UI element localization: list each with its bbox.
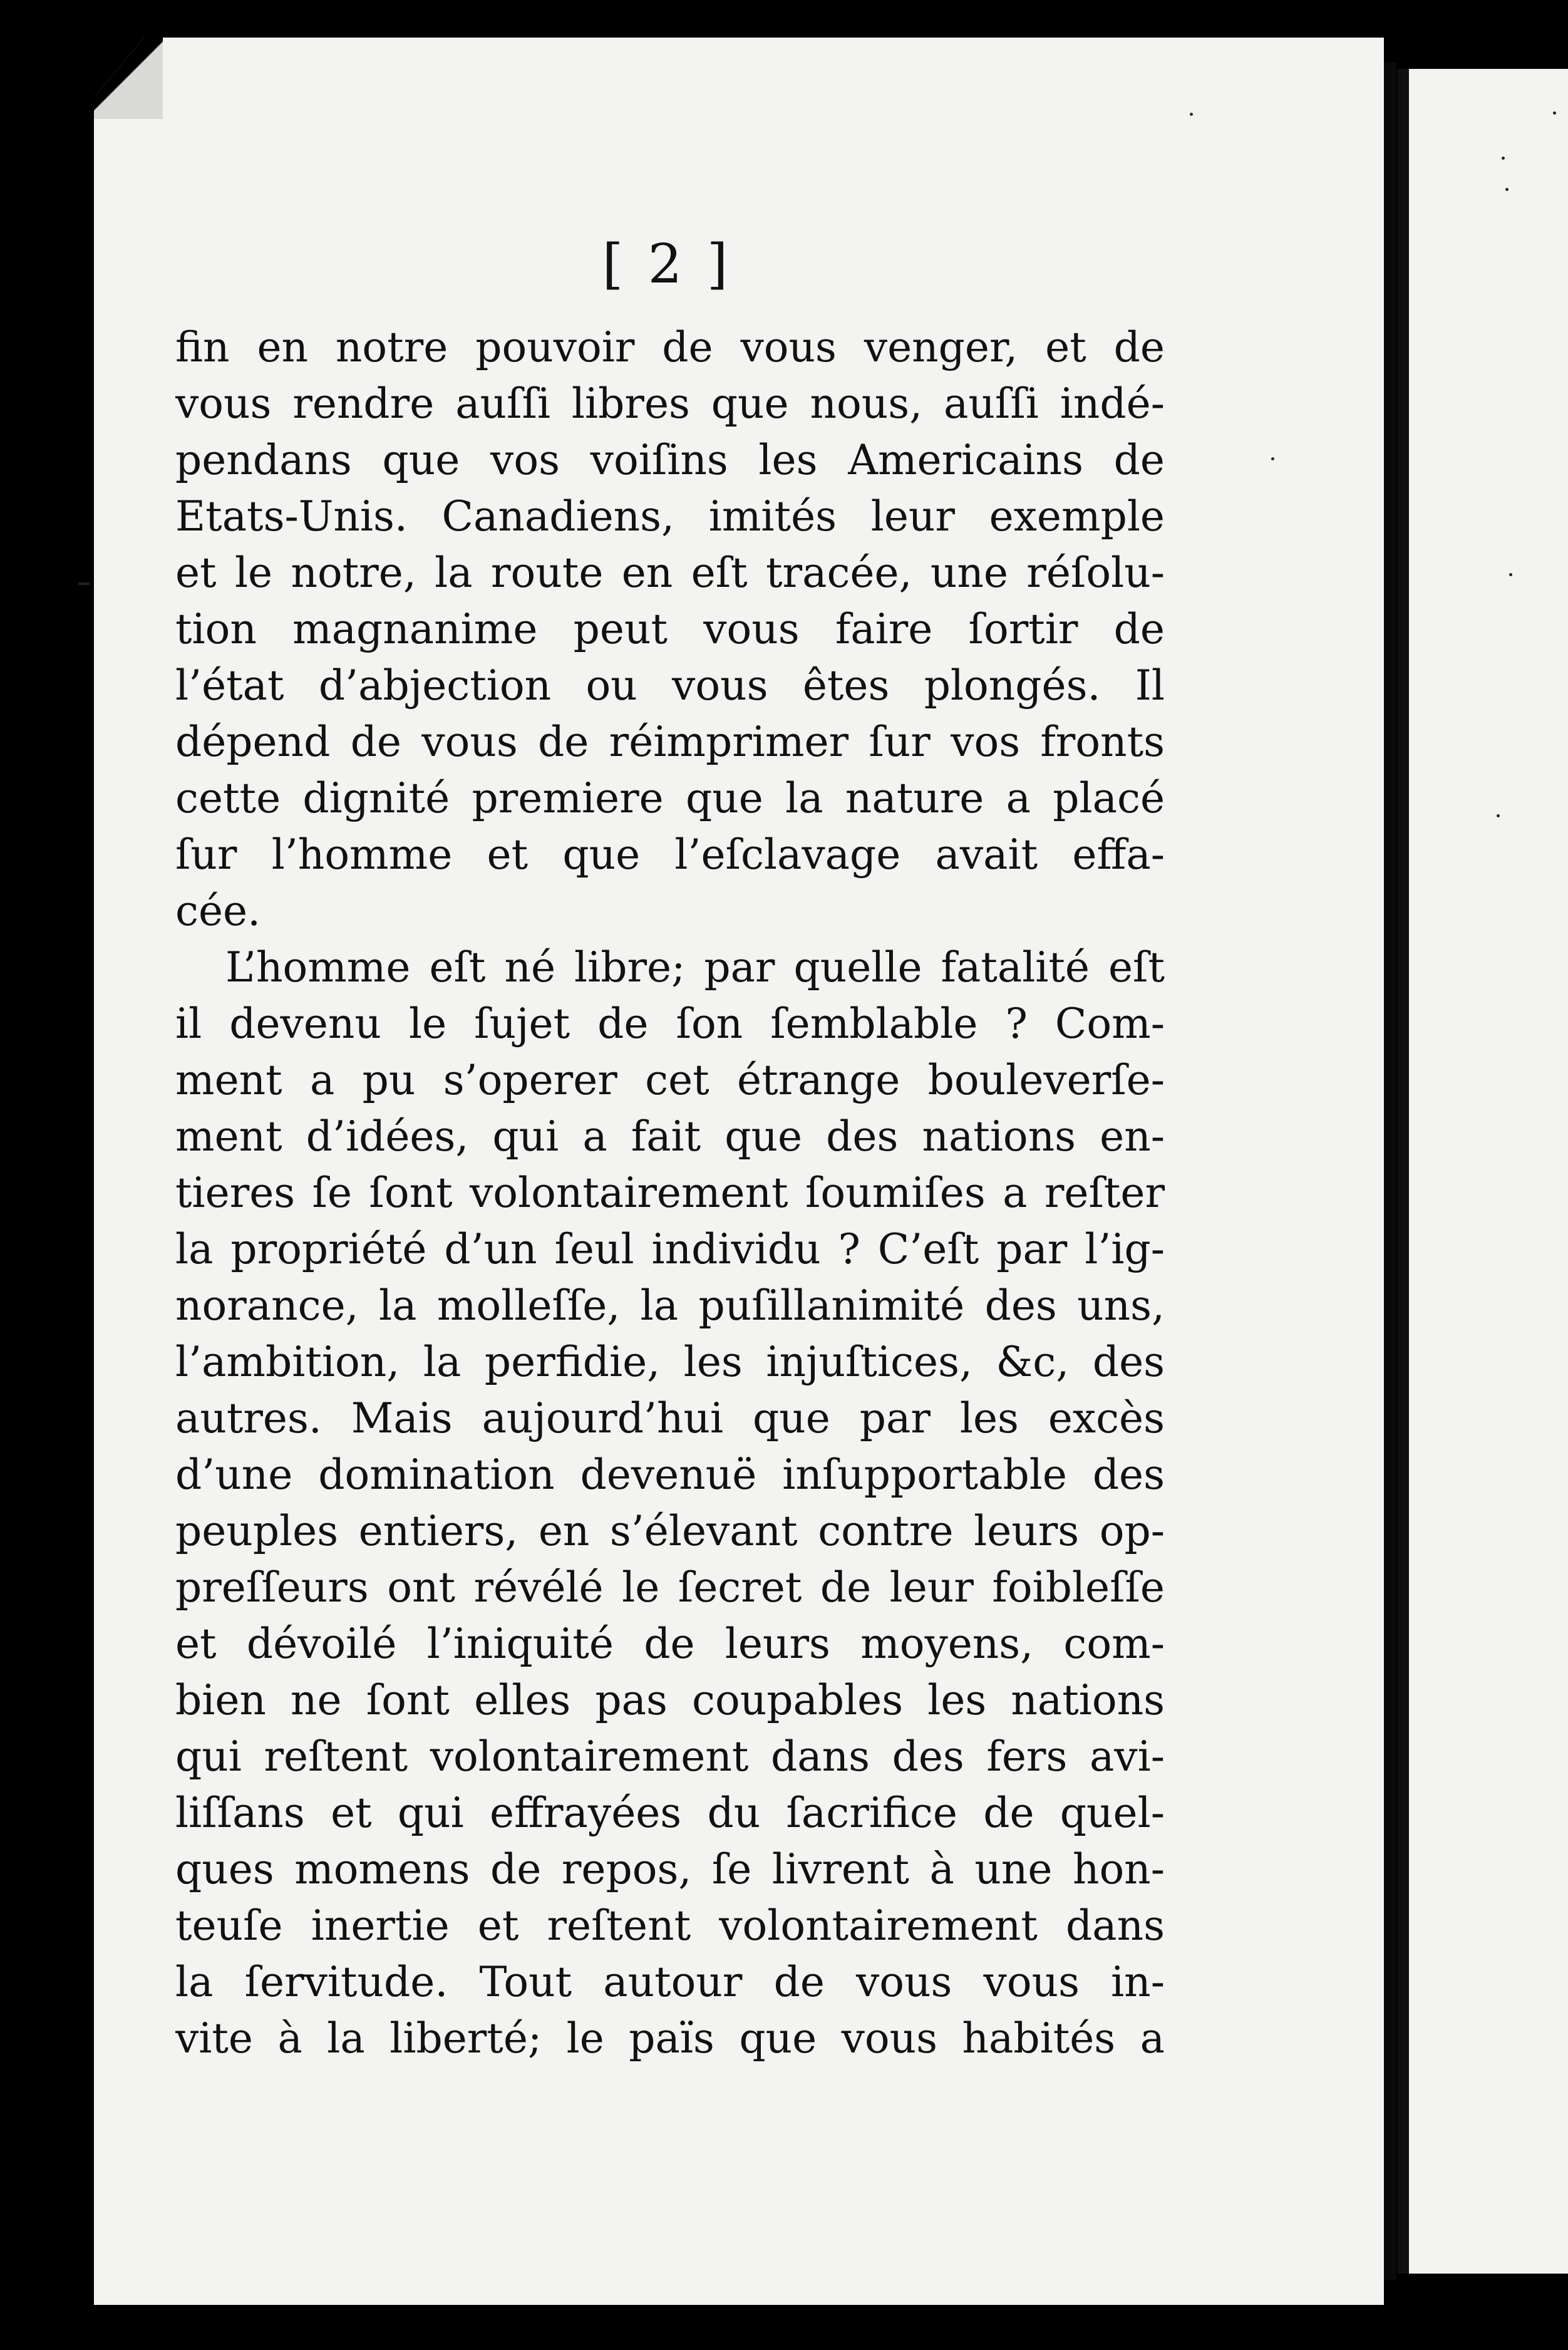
text-line: l’ambition, la perfidie, les injuſtices, &c, des (175, 1338, 1165, 1386)
text-line: ment a pu s’operer cet étrange bouleverſe- (175, 1056, 1165, 1104)
ink-speck (78, 582, 90, 585)
text-line: cée. (175, 887, 261, 935)
text-line: il devenu le ſujet de ſon ſemblable ? Com- (175, 1000, 1165, 1048)
ink-speck (1553, 111, 1556, 115)
paragraph-start-line: L’homme eſt né libre; par quelle fatalité eſt (225, 943, 1165, 991)
text-line: norance, la molleſſe, la puſillanimité des uns, (175, 1281, 1165, 1330)
text-line: ſur l’homme et que l’eſclavage avait effa- (175, 831, 1165, 879)
text-line: la propriété d’un ſeul individu ? C’eſt par l’ig- (175, 1225, 1165, 1273)
text-line: peuples entiers, en s’élevant contre leurs op- (175, 1507, 1165, 1555)
text-line: teuſe inertie et reſtent volontairement dans (175, 1902, 1165, 1950)
text-line: fin en notre pouvoir de vous venger, et de (175, 323, 1165, 371)
text-line: vous rendre auſſi libres que nous, auſſi indé- (175, 380, 1165, 428)
body-text (175, 319, 1165, 2067)
text-line: cette dignité premiere que la nature a placé (175, 774, 1165, 822)
text-line: preſſeurs ont révélé le ſecret de leur foibleſſe (175, 1563, 1165, 1612)
facing-page-edge (1398, 69, 1568, 2274)
text-line: tion magnanime peut vous faire ſortir de (175, 605, 1165, 653)
text-line: et le notre, la route en eſt tracée, une réſolu- (175, 549, 1165, 597)
text-line: qui reſtent volontairement dans des fers avi- (175, 1732, 1165, 1781)
ink-speck (1502, 157, 1505, 160)
text-line: vite à la liberté; le païs que vous habités a (175, 2014, 1165, 2063)
text-line: ment d’idées, qui a fait que des nations en- (175, 1112, 1165, 1161)
ink-speck (1190, 113, 1193, 116)
ink-speck (1271, 457, 1274, 460)
text-line: tieres ſe ſont volontairement ſoumiſes a reſter (175, 1169, 1165, 1217)
text-line: d’une domination devenuë inſupportable des (175, 1451, 1165, 1499)
text-line: bien ne ſont elles pas coupables les nations (175, 1676, 1165, 1724)
ink-speck (1505, 188, 1509, 191)
page-gutter-shadow (1384, 63, 1396, 2280)
text-line: et dévoilé l’iniquité de leurs moyens, com- (175, 1620, 1165, 1668)
facing-page-shadow (1398, 69, 1409, 2274)
text-line: Etats-Unis. Canadiens, imités leur exemple (175, 492, 1165, 541)
text-line: liſſans et qui effrayées du ſacrifice de quel- (175, 1789, 1165, 1837)
text-line: autres. Mais aujourd’hui que par les excès (175, 1394, 1165, 1442)
text-line: la ſervitude. Tout autour de vous vous in- (175, 1958, 1165, 2006)
text-line: ques momens de repos, ſe livrent à une hon- (175, 1845, 1165, 1893)
ink-speck (1497, 814, 1500, 817)
text-line: dépend de vous de réimprimer ſur vos fronts (175, 718, 1165, 766)
ink-speck (1509, 573, 1512, 576)
page-number: [ 2 ] (602, 233, 732, 296)
text-line: l’état d’abjection ou vous êtes plongés. Il (175, 661, 1165, 710)
text-line: pendans que vos voiſins les Americains de (175, 436, 1165, 484)
